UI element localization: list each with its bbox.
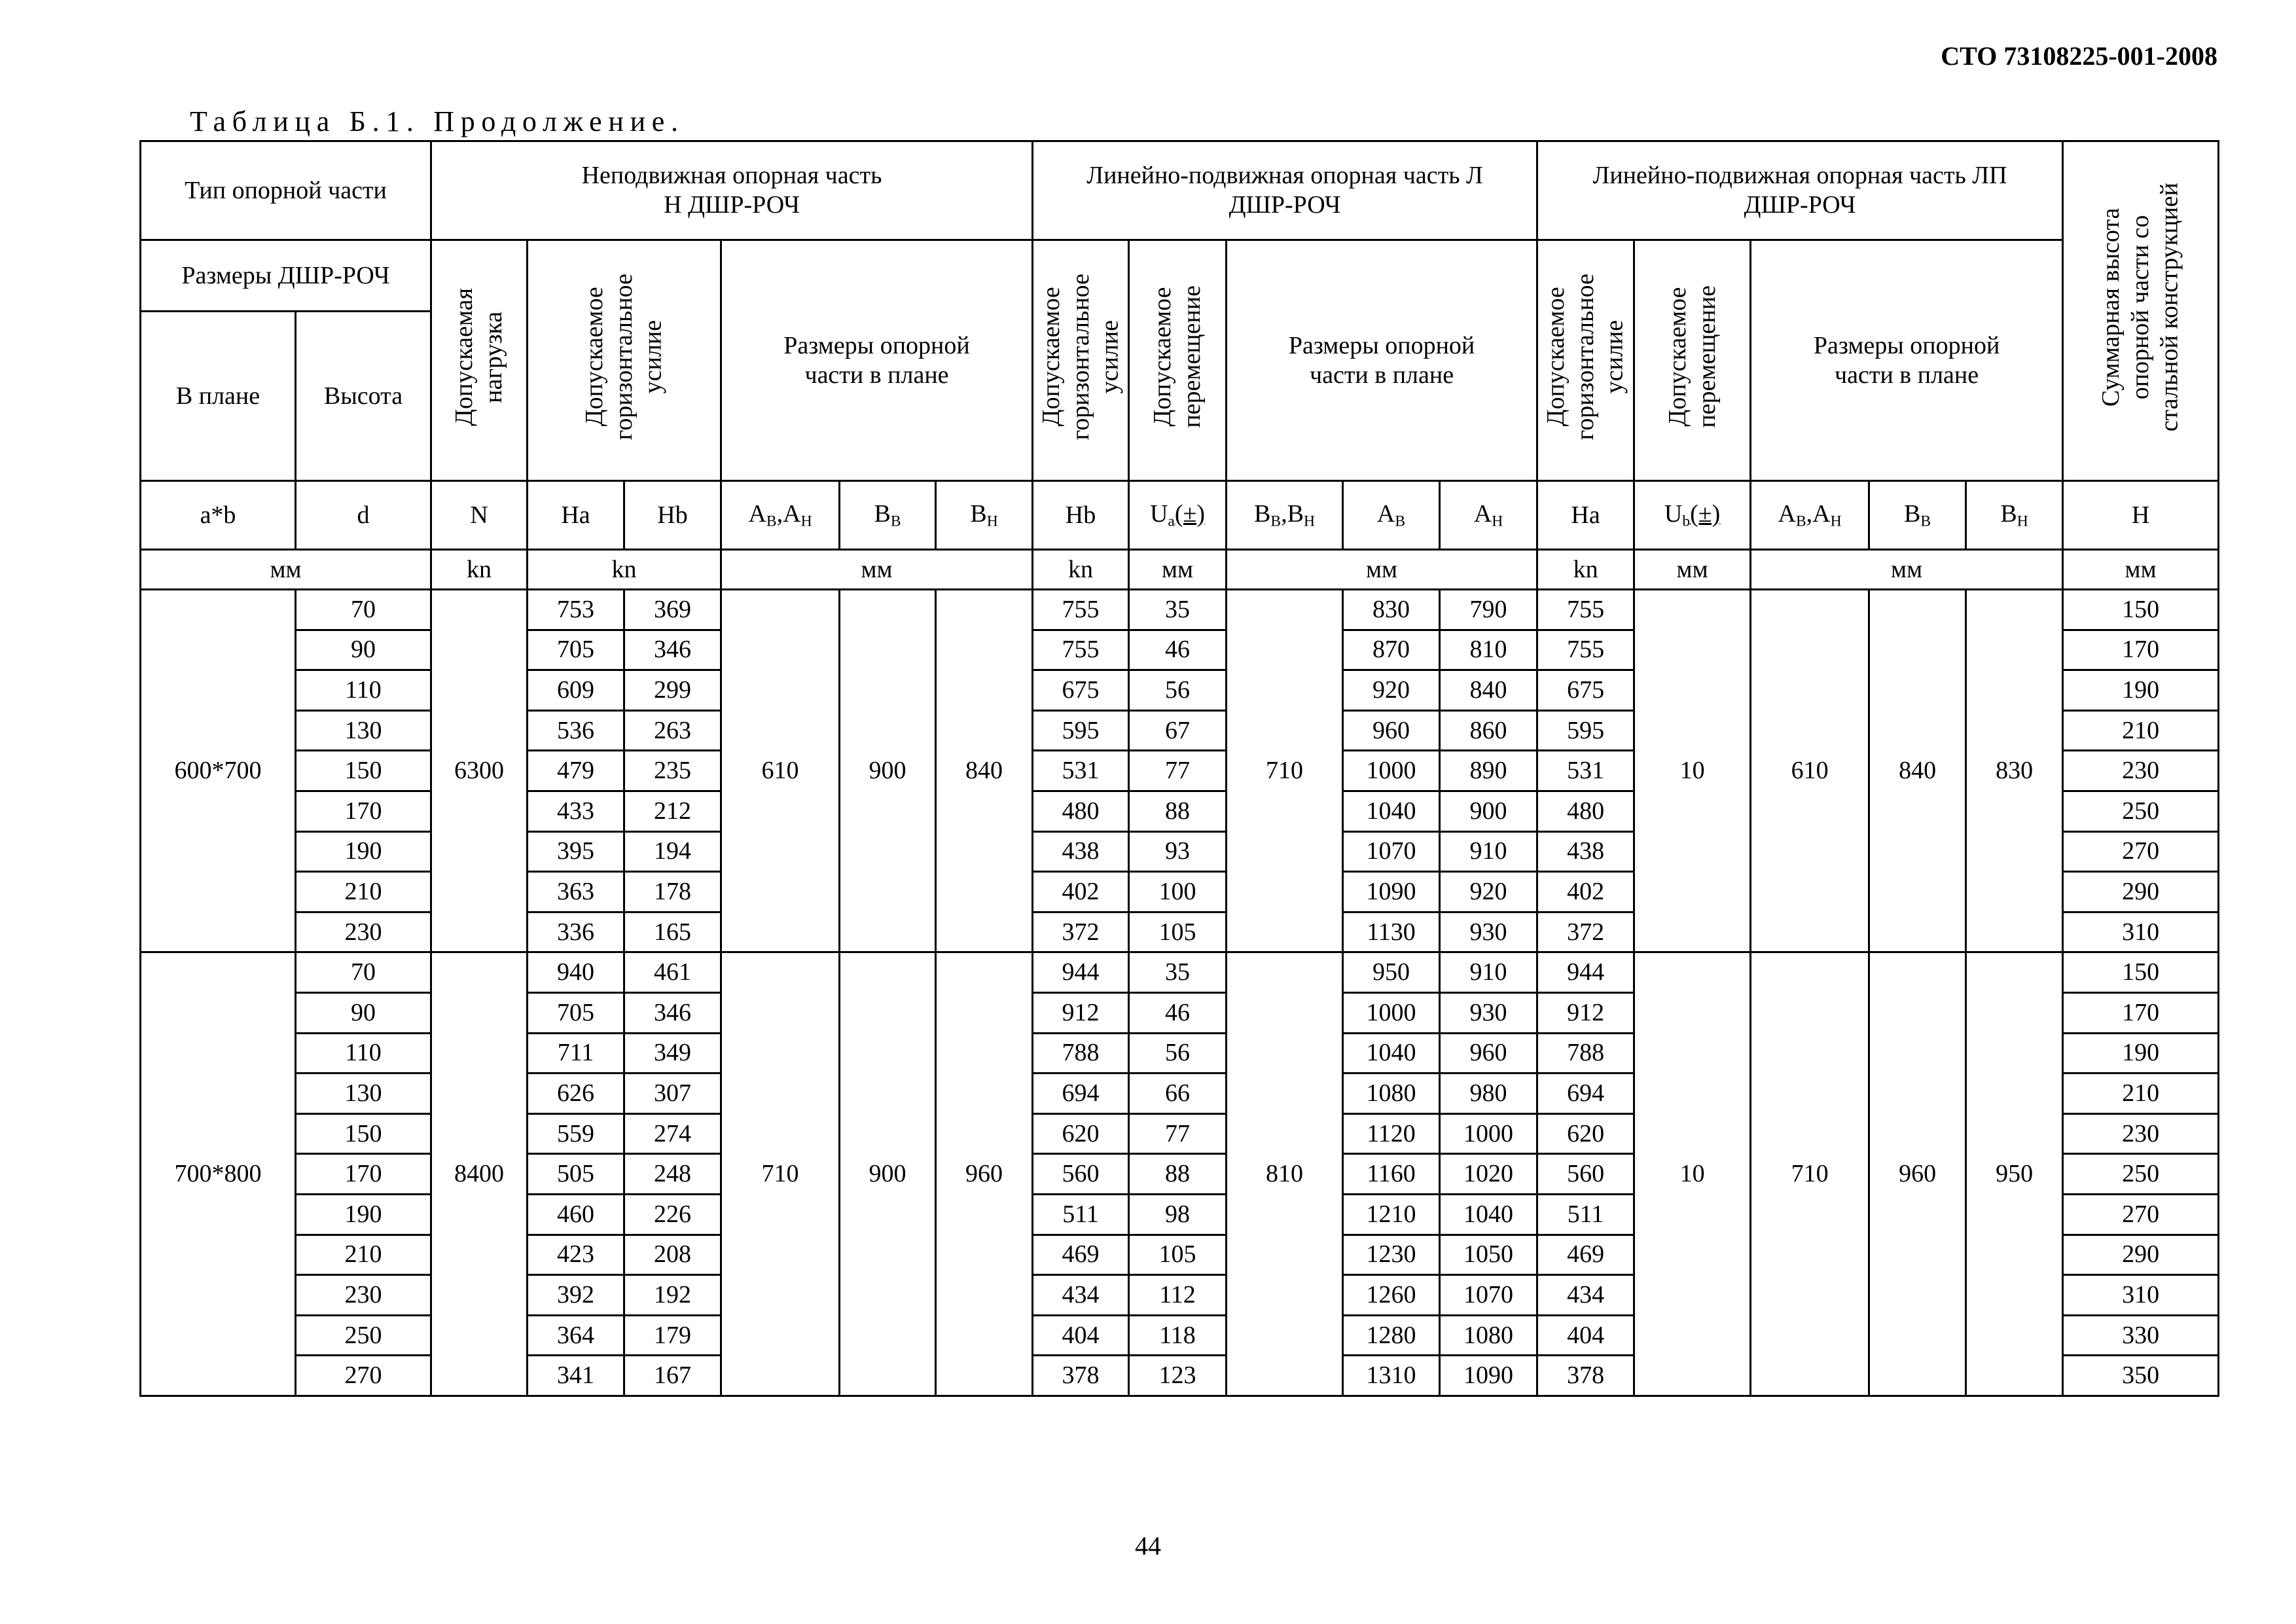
unit-mm: мм [2063,550,2219,590]
fixed-hb-cell: 307 [624,1074,721,1114]
fixed-bh-cell: 840 [936,590,1033,952]
fixed-ha-cell: 536 [528,710,624,751]
plan-size-cell: 700*800 [141,952,296,1396]
fixed-ab-ah-cell: 710 [721,952,840,1396]
fixed-hb-cell: 179 [624,1315,721,1356]
total-height-cell: 150 [2063,952,2219,993]
linear-ah-cell: 900 [1440,791,1537,831]
table-caption: Таблица Б.1. Продолжение. [190,105,685,137]
symbol-lp-ab-ah: $A_B,A_H$ [1751,481,1869,550]
fixed-ha-cell: 364 [528,1315,624,1356]
symbol-n: N [431,481,528,550]
document-code: СТО 73108225-001-2008 [1941,41,2217,71]
total-height-cell: 210 [2063,1074,2219,1114]
unit-mm: мм [1634,550,1751,590]
lp-ha-cell: 620 [1537,1113,1634,1154]
linear-ua-cell: 46 [1129,992,1227,1033]
lp-ub-cell: 10 [1634,952,1751,1396]
linear-hb-cell: 560 [1033,1154,1129,1195]
fixed-ha-cell: 705 [528,992,624,1033]
linear-ab-cell: 1000 [1343,992,1440,1033]
total-height-cell: 330 [2063,1315,2219,1356]
total-height-cell: 170 [2063,992,2219,1033]
fixed-hb-cell: 226 [624,1194,721,1235]
lp-ha-cell: 694 [1537,1074,1634,1114]
total-height-cell: 190 [2063,670,2219,711]
linear-ua-cell: 35 [1129,952,1227,993]
fixed-allowed-force-header: Допускаемое горизонтальное усилие [528,240,721,481]
linear-ab-cell: 920 [1343,670,1440,711]
fixed-ha-cell: 609 [528,670,624,711]
linear-ab-cell: 1280 [1343,1315,1440,1356]
fixed-hb-cell: 369 [624,590,721,630]
linear-ab-cell: 1120 [1343,1113,1440,1154]
linear-hb-cell: 531 [1033,751,1129,791]
height-cell: 170 [296,1154,431,1195]
linear-ah-cell: 980 [1440,1074,1537,1114]
height-cell: 90 [296,992,431,1033]
total-height-cell: 190 [2063,1033,2219,1074]
linear-hb-cell: 755 [1033,630,1129,670]
lp-ha-cell: 372 [1537,912,1634,952]
linear-ab-cell: 1210 [1343,1194,1440,1235]
dshr-sizes-header: Размеры ДШР-РОЧ [141,240,431,312]
lp-ub-cell: 10 [1634,590,1751,952]
symbol-bb-bh: $B_B,B_H$ [1227,481,1343,550]
symbol-ha: Ha [528,481,624,550]
linear-ua-cell: 35 [1129,590,1227,630]
lp-ha-cell: 434 [1537,1275,1634,1316]
linear-allowed-displacement-header: Допускаемое перемещение [1129,240,1227,481]
linear-ua-cell: 105 [1129,912,1227,952]
height-cell: 190 [296,831,431,872]
height-cell: 130 [296,1074,431,1114]
linear-ah-cell: 910 [1440,952,1537,993]
linear-hb-cell: 944 [1033,952,1129,993]
height-cell: 130 [296,710,431,751]
linear-hb-cell: 404 [1033,1315,1129,1356]
linear-ah-cell: 840 [1440,670,1537,711]
linear-ah-cell: 810 [1440,630,1537,670]
fixed-hb-cell: 461 [624,952,721,993]
linear-ab-cell: 1000 [1343,751,1440,791]
lp-ha-cell: 560 [1537,1154,1634,1195]
linear-hb-cell: 469 [1033,1235,1129,1275]
fixed-ha-cell: 336 [528,912,624,952]
linear-ah-cell: 1080 [1440,1315,1537,1356]
linear-ab-cell: 1040 [1343,1033,1440,1074]
linear-ah-cell: 1020 [1440,1154,1537,1195]
linear-ah-cell: 1050 [1440,1235,1537,1275]
fixed-ha-cell: 705 [528,630,624,670]
symbol-lp-bh: $B_H$ [1966,481,2063,550]
linear-ah-cell: 930 [1440,992,1537,1033]
lp-ha-cell: 912 [1537,992,1634,1033]
height-cell: 270 [296,1356,431,1396]
height-cell: 150 [296,751,431,791]
page-number: 44 [1135,1531,1161,1561]
fixed-hb-cell: 192 [624,1275,721,1316]
linear-ab-cell: 1260 [1343,1275,1440,1316]
fixed-ha-cell: 940 [528,952,624,993]
total-height-cell: 250 [2063,1154,2219,1195]
fixed-ha-cell: 711 [528,1033,624,1074]
fixed-hb-cell: 194 [624,831,721,872]
fixed-hb-cell: 167 [624,1356,721,1396]
total-height-cell: 230 [2063,1113,2219,1154]
fixed-hb-cell: 208 [624,1235,721,1275]
symbol-ah-linear: $A_H$ [1440,481,1537,550]
symbol-bh: $B_H$ [936,481,1033,550]
support-type-header: Тип опорной части [141,141,431,240]
fixed-ha-cell: 341 [528,1356,624,1396]
lp-bh-cell: 950 [1966,952,2063,1396]
symbol-linear-hb: Hb [1033,481,1129,550]
unit-mm: мм [1751,550,2063,590]
lp-ha-cell: 378 [1537,1356,1634,1396]
unit-kn: kn [528,550,721,590]
linear-ab-cell: 1080 [1343,1074,1440,1114]
linear-ua-cell: 46 [1129,630,1227,670]
total-height-cell: 290 [2063,872,2219,912]
height-cell: 90 [296,630,431,670]
linear-ab-cell: 1160 [1343,1154,1440,1195]
linear-ah-cell: 910 [1440,831,1537,872]
linear-ua-cell: 88 [1129,1154,1227,1195]
linear-ah-cell: 960 [1440,1033,1537,1074]
linear-hb-cell: 595 [1033,710,1129,751]
fixed-ha-cell: 479 [528,751,624,791]
fixed-hb-cell: 263 [624,710,721,751]
linear-support-header: Линейно-подвижная опорная часть Л ДШР-РОЧ [1033,141,1537,240]
fixed-ha-cell: 460 [528,1194,624,1235]
height-cell: 210 [296,872,431,912]
linear-ua-cell: 56 [1129,1033,1227,1074]
linear-ah-cell: 1090 [1440,1356,1537,1396]
linear-hb-cell: 511 [1033,1194,1129,1235]
fixed-hb-cell: 248 [624,1154,721,1195]
total-height-cell: 310 [2063,1275,2219,1316]
symbol-lp-ha: Ha [1537,481,1634,550]
lp-plan-sizes-header: Размеры опорной части в плане [1751,240,2063,481]
lp-allowed-displacement-header: Допускаемое перемещение [1634,240,1751,481]
linear-hb-cell: 620 [1033,1113,1129,1154]
fixed-support-header: Неподвижная опорная часть Н ДШР-РОЧ [431,141,1033,240]
unit-mm: мм [141,550,431,590]
linear-hb-cell: 912 [1033,992,1129,1033]
linear-allowed-force-header: Допускаемое горизонтальное усилие [1033,240,1129,481]
linear-ab-cell: 1310 [1343,1356,1440,1396]
height-header: Высота [296,312,431,481]
fixed-ha-cell: 753 [528,590,624,630]
symbol-bb: $B_B$ [840,481,936,550]
linear-ah-cell: 790 [1440,590,1537,630]
fixed-bb-cell: 900 [840,590,936,952]
fixed-plan-sizes-header: Размеры опорной части в плане [721,240,1033,481]
unit-kn: kn [1033,550,1129,590]
fixed-ha-cell: 392 [528,1275,624,1316]
linear-ab-cell: 1130 [1343,912,1440,952]
linear-hb-cell: 675 [1033,670,1129,711]
lp-ha-cell: 595 [1537,710,1634,751]
linear-ab-cell: 1040 [1343,791,1440,831]
linear-ua-cell: 77 [1129,1113,1227,1154]
symbol-ua: $U_a(\pm)$ [1129,481,1227,550]
lp-ha-cell: 531 [1537,751,1634,791]
height-cell: 250 [296,1315,431,1356]
lp-ha-cell: 944 [1537,952,1634,993]
fixed-hb-cell: 274 [624,1113,721,1154]
height-cell: 230 [296,1275,431,1316]
fixed-bh-cell: 960 [936,952,1033,1396]
linear-bb-bh-cell: 810 [1227,952,1343,1396]
fixed-hb-cell: 165 [624,912,721,952]
lp-ab-ah-cell: 710 [1751,952,1869,1396]
fixed-ha-cell: 505 [528,1154,624,1195]
fixed-ha-cell: 363 [528,872,624,912]
fixed-hb-cell: 235 [624,751,721,791]
linear-ua-cell: 123 [1129,1356,1227,1396]
fixed-ha-cell: 626 [528,1074,624,1114]
linear-bb-bh-cell: 710 [1227,590,1343,952]
total-height-cell: 210 [2063,710,2219,751]
fixed-hb-cell: 299 [624,670,721,711]
height-cell: 190 [296,1194,431,1235]
linear-ah-cell: 920 [1440,872,1537,912]
lp-ha-cell: 480 [1537,791,1634,831]
allowed-load-header: Допускаемая нагрузка [431,240,528,481]
linear-ab-cell: 1230 [1343,1235,1440,1275]
fixed-ha-cell: 395 [528,831,624,872]
unit-kn: kn [1537,550,1634,590]
total-height-header: Суммарная высота опорной части со стальной конструкцией [2063,141,2219,481]
height-cell: 110 [296,1033,431,1074]
height-cell: 70 [296,952,431,993]
lp-ha-cell: 438 [1537,831,1634,872]
height-cell: 70 [296,590,431,630]
total-height-cell: 350 [2063,1356,2219,1396]
linear-hb-cell: 434 [1033,1275,1129,1316]
linear-hb-cell: 378 [1033,1356,1129,1396]
fixed-ab-ah-cell: 610 [721,590,840,952]
linear-ua-cell: 98 [1129,1194,1227,1235]
allowed-load-cell: 6300 [431,590,528,952]
linear-ua-cell: 77 [1129,751,1227,791]
symbol-ab-linear: $A_B$ [1343,481,1440,550]
linear-lp-support-header: Линейно-подвижная опорная часть ЛП ДШР-РОЧ [1537,141,2063,240]
unit-mm: мм [721,550,1033,590]
linear-ab-cell: 960 [1343,710,1440,751]
symbol-d: d [296,481,431,550]
lp-ha-cell: 511 [1537,1194,1634,1235]
fixed-ha-cell: 559 [528,1113,624,1154]
symbol-hb: Hb [624,481,721,550]
linear-ab-cell: 1070 [1343,831,1440,872]
total-height-cell: 290 [2063,1235,2219,1275]
linear-ua-cell: 105 [1129,1235,1227,1275]
height-cell: 210 [296,1235,431,1275]
lp-ha-cell: 755 [1537,590,1634,630]
lp-allowed-force-header: Допускаемое горизонтальное усилие [1537,240,1634,481]
fixed-hb-cell: 346 [624,630,721,670]
lp-bb-cell: 960 [1869,952,1966,1396]
linear-plan-sizes-header: Размеры опорной части в плане [1227,240,1537,481]
total-height-cell: 230 [2063,751,2219,791]
linear-hb-cell: 480 [1033,791,1129,831]
linear-ua-cell: 67 [1129,710,1227,751]
allowed-load-cell: 8400 [431,952,528,1396]
linear-hb-cell: 402 [1033,872,1129,912]
lp-ha-cell: 402 [1537,872,1634,912]
table-row [141,952,2219,993]
lp-ab-ah-cell: 610 [1751,590,1869,952]
linear-hb-cell: 694 [1033,1074,1129,1114]
lp-ha-cell: 675 [1537,670,1634,711]
linear-ah-cell: 1040 [1440,1194,1537,1235]
lp-ha-cell: 404 [1537,1315,1634,1356]
symbol-lp-bb: $B_B$ [1869,481,1966,550]
table-row [141,590,2219,630]
linear-ab-cell: 1090 [1343,872,1440,912]
linear-ua-cell: 93 [1129,831,1227,872]
fixed-ha-cell: 433 [528,791,624,831]
total-height-cell: 250 [2063,791,2219,831]
linear-ah-cell: 930 [1440,912,1537,952]
symbol-ub: $U_b(\pm)$ [1634,481,1751,550]
linear-ua-cell: 66 [1129,1074,1227,1114]
total-height-cell: 170 [2063,630,2219,670]
linear-ah-cell: 860 [1440,710,1537,751]
unit-kn: kn [431,550,528,590]
height-cell: 150 [296,1113,431,1154]
height-cell: 110 [296,670,431,711]
linear-ua-cell: 118 [1129,1315,1227,1356]
data-table [139,140,2219,1397]
linear-ab-cell: 950 [1343,952,1440,993]
fixed-bb-cell: 900 [840,952,936,1396]
fixed-hb-cell: 349 [624,1033,721,1074]
fixed-ha-cell: 423 [528,1235,624,1275]
fixed-hb-cell: 346 [624,992,721,1033]
linear-ab-cell: 830 [1343,590,1440,630]
unit-mm: мм [1129,550,1227,590]
linear-hb-cell: 438 [1033,831,1129,872]
linear-ah-cell: 890 [1440,751,1537,791]
plan-size-cell: 600*700 [141,590,296,952]
symbol-ab-ah: $A_B,A_H$ [721,481,840,550]
symbol-ab: a*b [141,481,296,550]
linear-ua-cell: 56 [1129,670,1227,711]
total-height-cell: 270 [2063,1194,2219,1235]
height-cell: 170 [296,791,431,831]
lp-bh-cell: 830 [1966,590,2063,952]
height-cell: 230 [296,912,431,952]
symbol-h: H [2063,481,2219,550]
fixed-hb-cell: 212 [624,791,721,831]
total-height-cell: 150 [2063,590,2219,630]
lp-ha-cell: 788 [1537,1033,1634,1074]
linear-hb-cell: 788 [1033,1033,1129,1074]
linear-ua-cell: 112 [1129,1275,1227,1316]
lp-ha-cell: 469 [1537,1235,1634,1275]
lp-bb-cell: 840 [1869,590,1966,952]
linear-hb-cell: 755 [1033,590,1129,630]
linear-ua-cell: 88 [1129,791,1227,831]
linear-hb-cell: 372 [1033,912,1129,952]
linear-ua-cell: 100 [1129,872,1227,912]
lp-ha-cell: 755 [1537,630,1634,670]
linear-ab-cell: 870 [1343,630,1440,670]
in-plan-header: В плане [141,312,296,481]
unit-mm: мм [1227,550,1537,590]
total-height-cell: 310 [2063,912,2219,952]
fixed-hb-cell: 178 [624,872,721,912]
linear-ah-cell: 1000 [1440,1113,1537,1154]
linear-ah-cell: 1070 [1440,1275,1537,1316]
total-height-cell: 270 [2063,831,2219,872]
